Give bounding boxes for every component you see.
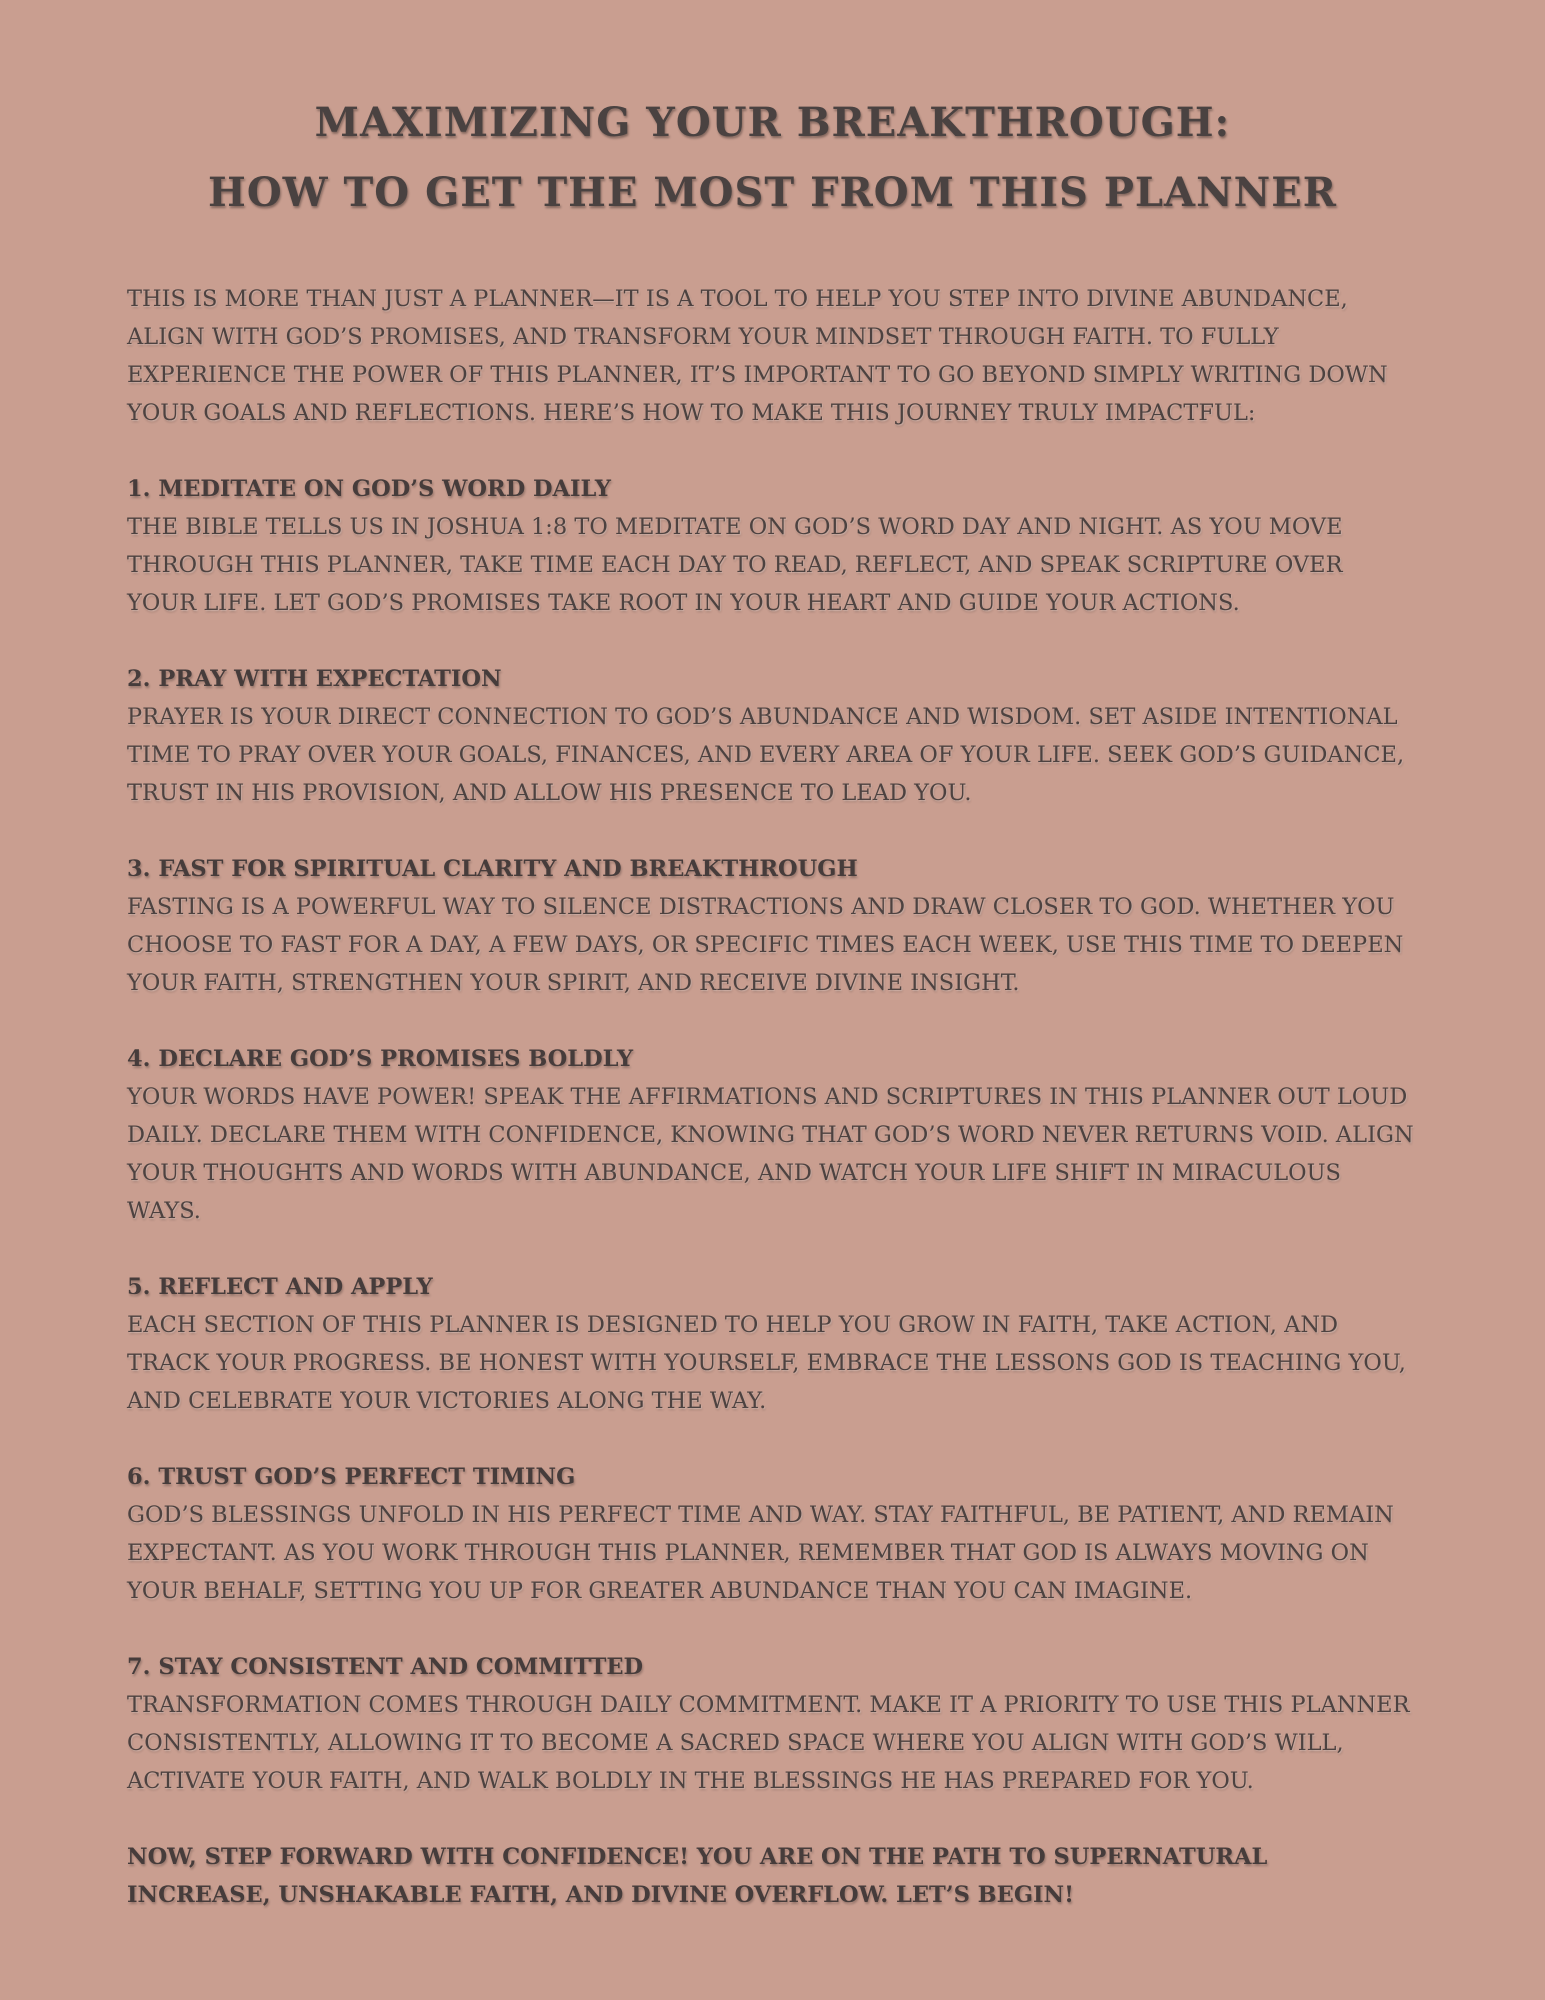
page-title <box>127 88 1418 228</box>
closing-statement: NOW, STEP FORWARD WITH CONFIDENCE! YOU ARE ON THE PATH TO SUPERNATURAL INCREASE, UNSHAKABLE FAITH, AND DIVINE OVERFLOW. LET’S BEGIN! <box>127 1844 1268 1908</box>
section-body: THE BIBLE TELLS US IN JOSHUA 1:8 TO MEDITATE ON GOD’S WORD DAY AND NIGHT. AS YOU MOVE THROUGH THIS PLANNER, TAKE TIME EACH DAY TO READ, REFLECT, AND SPEAK SCRIPTURE OVER YOUR LIFE. LET GOD’S PROMISES TAKE ROOT IN YOUR HEART AND GUIDE YOUR ACTIONS. <box>127 514 1343 616</box>
section-fast <box>127 850 1418 1002</box>
section-heading: 7. STAY CONSISTENT AND COMMITTED <box>127 1654 644 1680</box>
section-body: PRAYER IS YOUR DIRECT CONNECTION TO GOD’S ABUNDANCE AND WISDOM. SET ASIDE INTENTIONAL TIME TO PRAY OVER YOUR GOALS, FINANCES, AND EVERY AREA OF YOUR LIFE. SEEK GOD’S GUIDANCE, TRUST IN HIS PROVISION, AND ALLOW HIS PRESENCE TO LEAD YOU. <box>127 704 1405 806</box>
section-pray <box>127 660 1418 812</box>
section-body: GOD’S BLESSINGS UNFOLD IN HIS PERFECT TIME AND WAY. STAY FAITHFUL, BE PATIENT, AND REMAIN EXPECTANT. AS YOU WORK THROUGH THIS PLANNER, REMEMBER THAT GOD IS ALWAYS MOVING ON YOUR BEHALF, SETTING YOU UP FOR GREATER ABUNDANCE THAN YOU CAN IMAGINE. <box>127 1502 1394 1604</box>
section-body: YOUR WORDS HAVE POWER! SPEAK THE AFFIRMATIONS AND SCRIPTURES IN THIS PLANNER OUT LOUD DAILY. DECLARE THEM WITH CONFIDENCE, KNOWING THAT GOD’S WORD NEVER RETURNS VOID. ALIGN YOUR THOUGHTS AND WORDS WITH ABUNDANCE, AND WATCH YOUR LIFE SHIFT IN MIRACULOUS WAYS. <box>127 1084 1414 1224</box>
section-trust <box>127 1458 1418 1610</box>
section-body: TRANSFORMATION COMES THROUGH DAILY COMMITMENT. MAKE IT A PRIORITY TO USE THIS PLANNER CONSISTENTLY, ALLOWING IT TO BECOME A SACRED SPACE WHERE YOU ALIGN WITH GOD’S WILL, ACTIVATE YOUR FAITH, AND WALK BOLDLY IN THE BLESSINGS HE HAS PREPARED FOR YOU. <box>127 1692 1410 1794</box>
section-consistent <box>127 1648 1418 1800</box>
title-line-1: MAXIMIZING YOUR BREAKTHROUGH: <box>314 99 1231 146</box>
section-meditate <box>127 470 1418 622</box>
title-line-2: HOW TO GET THE MOST FROM THIS PLANNER <box>208 169 1337 216</box>
section-reflect <box>127 1268 1418 1420</box>
section-heading: 5. REFLECT AND APPLY <box>127 1274 433 1300</box>
section-body: FASTING IS A POWERFUL WAY TO SILENCE DISTRACTIONS AND DRAW CLOSER TO GOD. WHETHER YOU CHOOSE TO FAST FOR A DAY, A FEW DAYS, OR SPECIFIC TIMES EACH WEEK, USE THIS TIME TO DEEPEN YOUR FAITH, STRENGTHEN YOUR SPIRIT, AND RECEIVE DIVINE INSIGHT. <box>127 894 1404 996</box>
section-heading: 4. DECLARE GOD’S PROMISES BOLDLY <box>127 1046 634 1072</box>
section-body: EACH SECTION OF THIS PLANNER IS DESIGNED TO HELP YOU GROW IN FAITH, TAKE ACTION, AND TRACK YOUR PROGRESS. BE HONEST WITH YOURSELF, EMBRACE THE LESSONS GOD IS TEACHING YOU, AND CELEBRATE YOUR VICTORIES ALONG THE WAY. <box>127 1312 1406 1414</box>
section-heading: 6. TRUST GOD’S PERFECT TIMING <box>127 1464 576 1490</box>
section-declare <box>127 1040 1418 1230</box>
section-heading: 3. FAST FOR SPIRITUAL CLARITY AND BREAKTHROUGH <box>127 856 858 882</box>
section-heading: 1. MEDITATE ON GOD’S WORD DAILY <box>127 476 611 502</box>
section-heading: 2. PRAY WITH EXPECTATION <box>127 666 502 692</box>
intro-paragraph: THIS IS MORE THAN JUST A PLANNER—IT IS A TOOL TO HELP YOU STEP INTO DIVINE ABUNDANCE, ALIGN WITH GOD’S PROMISES, AND TRANSFORM YOUR MINDSET THROUGH FAITH. TO FULLY EXPERIENCE THE POWER OF THIS PLANNER, IT’S IMPORTANT TO GO BEYOND SIMPLY WRITING DOWN YOUR GOALS AND REFLECTIONS. HERE’S HOW TO MAKE THIS JOURNEY TRULY IMPACTFUL: <box>127 286 1388 426</box>
